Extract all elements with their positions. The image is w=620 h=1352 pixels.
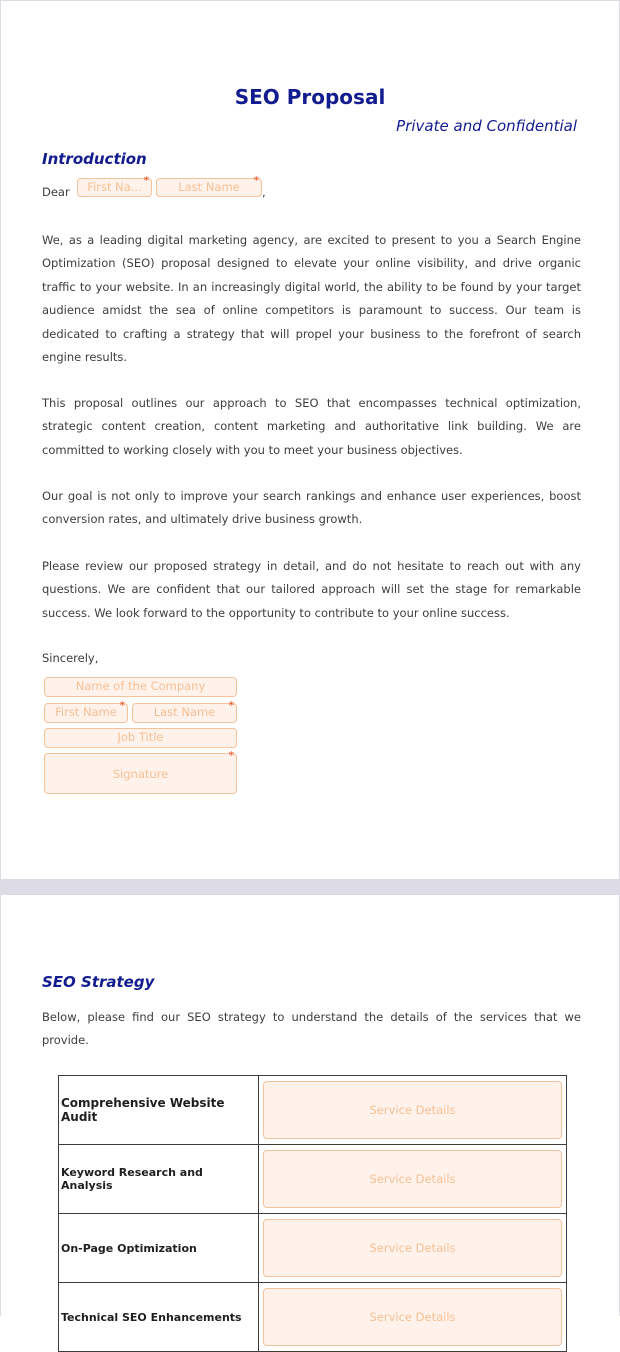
signature-placeholder: Signature [112,767,169,781]
document-subtitle: Private and Confidential [396,117,577,135]
sender-last-name-placeholder: Last Name [153,705,216,719]
strategy-intro: Below, please find our SEO strategy to understand the details of the services that we provide. [42,1010,581,1048]
required-asterisk: * [253,174,259,187]
sender-last-name-input[interactable] [132,699,237,723]
company-name-input[interactable] [44,677,237,697]
service-details-input[interactable]: Service Details [263,1219,562,1277]
service-details-cell [259,1145,567,1214]
service-details-input[interactable]: Service Details [263,1081,562,1139]
service-name-cell: On-Page Optimization [59,1214,259,1283]
required-asterisk: * [228,699,234,712]
service-details-cell [259,1283,567,1352]
company-name-placeholder: Name of the Company [75,679,206,693]
intro-paragraph-4: Please review our proposed strategy in detail, and do not hesitate to reach out with any questions. We are confident that our tailored approach will set the stage for remarkable success. We look forward to the opportunity to contribute to your online success. [42,559,581,620]
table-row [59,1214,567,1283]
service-name-cell: Technical SEO Enhancements [59,1283,259,1352]
service-details-cell [259,1214,567,1283]
job-title-input[interactable] [44,728,237,748]
document-page-2 [0,895,620,1324]
table-row [59,1145,567,1214]
intro-paragraph-2: This proposal outlines our approach to SEO that encompasses technical optimization, strategic content creation, content marketing and authoritative link building. We are committed to working closely with you to meet your business objectives. [42,396,581,457]
strategy-heading: SEO Strategy [42,973,155,991]
required-asterisk: * [228,749,234,762]
recipient-last-name-placeholder: Last Name [178,180,240,194]
service-name-cell: Comprehensive Website Audit [59,1076,259,1145]
job-title-placeholder: Job Title [117,730,164,744]
document-title: SEO Proposal [234,85,386,109]
required-asterisk: * [119,699,125,712]
service-details-input[interactable]: Service Details [263,1288,562,1346]
recipient-first-name-input[interactable] [77,174,152,197]
service-details-input[interactable]: Service Details [263,1150,562,1208]
table-row [59,1283,567,1352]
strategy-table [58,1075,567,1352]
table-row [59,1076,567,1145]
signature-input[interactable] [44,749,237,794]
closing-text: Sincerely, [42,651,99,665]
introduction-heading: Introduction [42,150,147,168]
service-name-cell: Keyword Research and Analysis [59,1145,259,1214]
sender-first-name-placeholder: First Name [55,705,117,719]
recipient-first-name-placeholder: First Na... [87,180,142,194]
service-details-cell [259,1076,567,1145]
greeting-label: Dear [42,185,70,199]
sender-first-name-input[interactable] [44,699,128,723]
recipient-last-name-input[interactable] [156,174,262,197]
required-asterisk: * [143,174,149,187]
intro-paragraph-1: We, as a leading digital marketing agency, are excited to present to you a Search Engine Optimization (SEO) proposal designed to elevate your online visibility, and drive organic traffic to your website. In an increasingly digital world, the ability to be found by your target audience amidst the sea of online competitors is paramount to success. Our team is dedicated to crafting a strategy that will propel your business to the forefront of search engine results. [42,233,581,365]
intro-paragraph-3: Our goal is not only to improve your search rankings and enhance user experiences, boost conversion rates, and ultimately drive business growth. [42,489,581,527]
page-separator [0,879,620,895]
greeting-comma: , [262,185,266,199]
